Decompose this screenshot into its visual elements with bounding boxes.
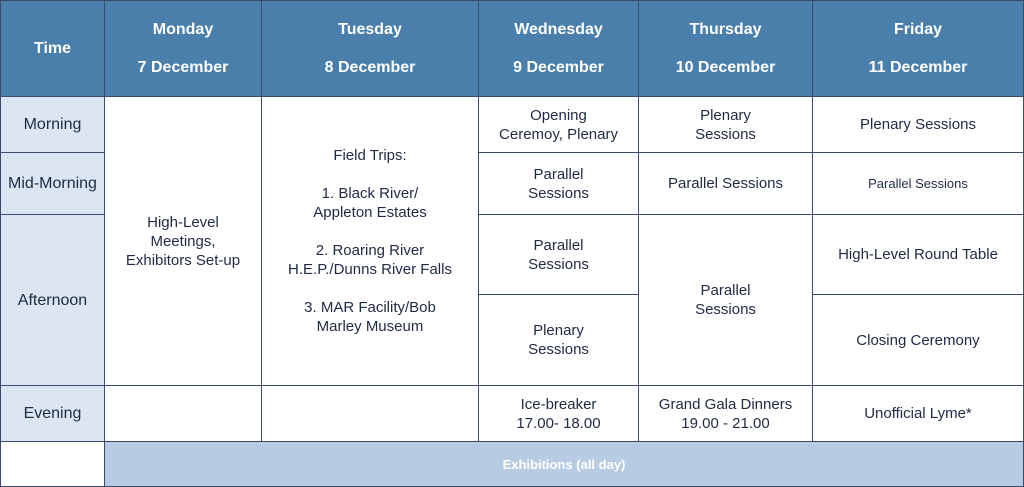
friday-afternoon-1: High-Level Round Table: [813, 215, 1024, 295]
thursday-evening: Grand Gala Dinners 19.00 - 21.00: [639, 386, 813, 442]
period-mid-morning: Mid-Morning: [1, 153, 105, 215]
evening-row: [1, 386, 1024, 442]
day-name: Thursday: [689, 21, 762, 38]
day-date: 11 December: [868, 59, 968, 76]
day-header-monday: [105, 1, 262, 97]
day-date: 7 December: [137, 59, 229, 76]
exhibitions-row: [1, 442, 1024, 487]
tuesday-field-trips: Field Trips: 1. Black River/ Appleton Estates 2. Roaring River H.E.P./Dunns River Falls 3. MAR Facility/Bob Marley Museum: [262, 97, 479, 386]
wednesday-mid-morning: Parallel Sessions: [479, 153, 639, 215]
day-name: Monday: [152, 21, 214, 38]
wednesday-morning: Opening Ceremoy, Plenary: [479, 97, 639, 153]
day-header-thursday: [639, 1, 813, 97]
friday-mid-morning: Parallel Sessions: [813, 153, 1024, 215]
monday-evening: [105, 386, 262, 442]
tuesday-evening: [262, 386, 479, 442]
period-evening: Evening: [1, 386, 105, 442]
day-name: Wednesday: [514, 21, 603, 38]
wednesday-afternoon-2: Plenary Sessions: [479, 295, 639, 386]
day-header-tuesday: [262, 1, 479, 97]
thursday-mid-morning: Parallel Sessions: [639, 153, 813, 215]
exhibitions-empty-cell: [1, 442, 105, 487]
period-afternoon: Afternoon: [1, 215, 105, 386]
day-name: Friday: [893, 21, 942, 38]
day-header-friday: [813, 1, 1024, 97]
day-date: 9 December: [513, 59, 604, 76]
day-date: 8 December: [324, 59, 416, 76]
thursday-morning: Plenary Sessions: [639, 97, 813, 153]
thursday-afternoon: Parallel Sessions: [639, 215, 813, 386]
day-name: Tuesday: [338, 21, 402, 38]
wednesday-evening: Ice-breaker 17.00- 18.00: [479, 386, 639, 442]
morning-row: [1, 97, 1024, 153]
wednesday-afternoon-1: Parallel Sessions: [479, 215, 639, 295]
time-header: Time: [1, 1, 105, 97]
friday-evening: Unofficial Lyme*: [813, 386, 1024, 442]
header-row: [1, 1, 1024, 97]
exhibitions-banner: Exhibitions (all day): [105, 442, 1024, 487]
friday-afternoon-2: Closing Ceremony: [813, 295, 1024, 386]
day-header-wednesday: [479, 1, 639, 97]
day-date: 10 December: [675, 59, 776, 76]
period-morning: Morning: [1, 97, 105, 153]
friday-morning: Plenary Sessions: [813, 97, 1024, 153]
monday-day-block: High-Level Meetings, Exhibitors Set-up: [105, 97, 262, 386]
